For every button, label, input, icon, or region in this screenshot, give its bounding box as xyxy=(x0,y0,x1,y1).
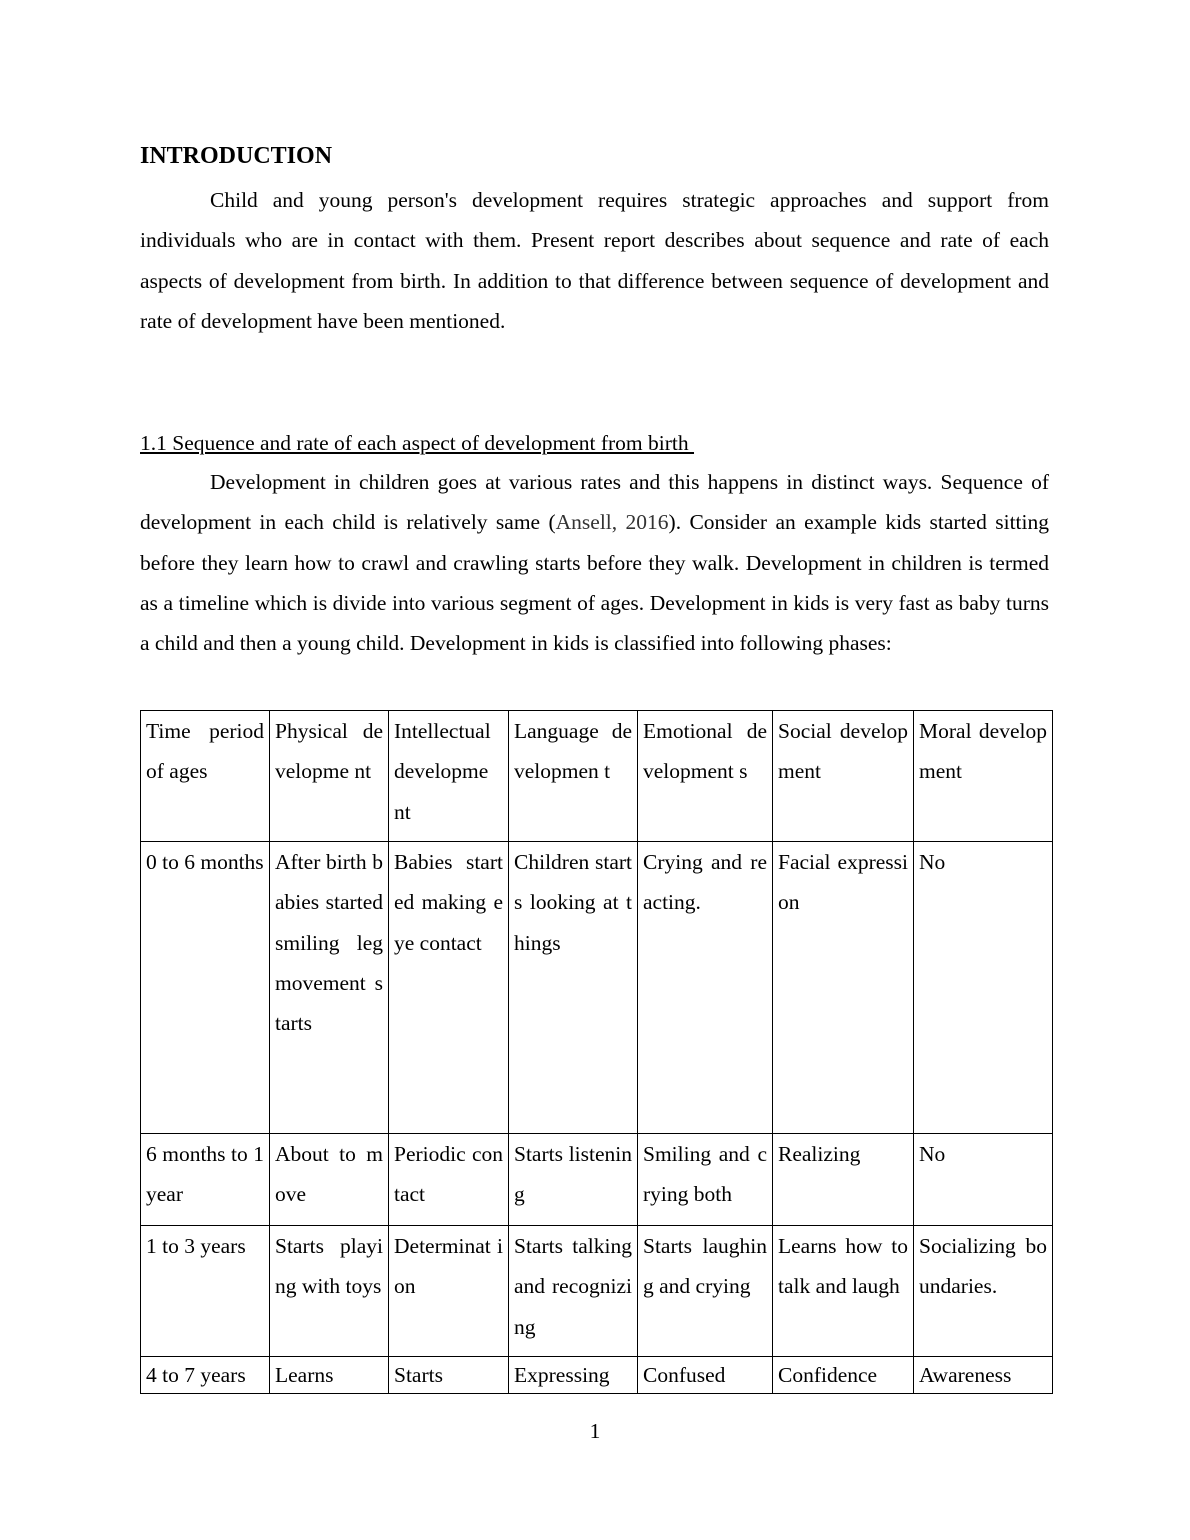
table-cell: Starts laughing and crying xyxy=(638,1226,773,1357)
table-cell: Facial expression xyxy=(773,842,914,1134)
table-cell: 0 to 6 months xyxy=(141,842,270,1134)
table-cell: Determinat ion xyxy=(389,1226,509,1357)
table-cell: 4 to 7 years xyxy=(141,1357,270,1394)
paragraph-text-end: ). Consider an example kids started sitting before they learn how to crawl and crawling starts before they walk. Development in children is termed as a timeline which is divide into various segment of ages. Development in kids is very fast as baby turns a child and then a young child. Development in kids is classified into following phases: xyxy=(140,510,1049,656)
table-row xyxy=(141,1226,1053,1357)
table-cell: Expressing xyxy=(509,1357,638,1394)
table-row xyxy=(141,1357,1053,1394)
table-header-cell: Time period of ages xyxy=(141,711,270,842)
table-cell: Periodic contact xyxy=(389,1134,509,1226)
table-cell: Socializing boundaries. xyxy=(914,1226,1053,1357)
development-table xyxy=(140,710,1053,1394)
table-cell: Babies started making eye contact xyxy=(389,842,509,1134)
table-cell: Awareness xyxy=(914,1357,1053,1394)
table-header-cell: Social development xyxy=(773,711,914,842)
intro-paragraph: Child and young person's development requires strategic approaches and support from individuals who are in contact with them. Present report describes about sequence and rate of each aspects of development from birth. In addition to that difference between sequence of development and rate of development have been mentioned. xyxy=(140,188,1049,333)
table-cell: Learns how to talk and laugh xyxy=(773,1226,914,1357)
section-paragraph xyxy=(140,462,1049,663)
table-cell: About to move xyxy=(270,1134,389,1226)
table-row xyxy=(141,1134,1053,1226)
table-cell: Confused xyxy=(638,1357,773,1394)
page-number: 1 xyxy=(589,1419,601,1443)
table-header-cell: Intellectual developme nt xyxy=(389,711,509,842)
page-title: INTRODUCTION xyxy=(140,143,333,169)
table-cell: No xyxy=(914,1134,1053,1226)
table-cell: Learns xyxy=(270,1357,389,1394)
section-heading: 1.1 Sequence and rate of each aspect of development from birth xyxy=(140,431,695,455)
paragraph-text-start: Development in children goes at various rates and this happens in distinct ways. Sequence of development in each child is relatively same ( xyxy=(140,470,1049,535)
table-header-cell: Emotional development s xyxy=(638,711,773,842)
table-cell: 6 months to 1 year xyxy=(141,1134,270,1226)
table-cell: Realizing xyxy=(773,1134,914,1226)
table-header-cell: Language developmen t xyxy=(509,711,638,842)
table-cell: Confidence xyxy=(773,1357,914,1394)
table-cell: After birth babies started smiling leg movement starts xyxy=(270,842,389,1134)
table-cell: Smiling and crying both xyxy=(638,1134,773,1226)
table-cell: 1 to 3 years xyxy=(141,1226,270,1357)
table-cell: Starts xyxy=(389,1357,509,1394)
citation: Ansell, 2016 xyxy=(555,510,669,535)
table-header-cell: Physical developme nt xyxy=(270,711,389,842)
table-cell: Starts listening xyxy=(509,1134,638,1226)
table-cell: Starts talking and recognizing xyxy=(509,1226,638,1357)
table-header-cell: Moral development xyxy=(914,711,1053,842)
table-cell: Crying and reacting. xyxy=(638,842,773,1134)
table-cell: Children starts looking at things xyxy=(509,842,638,1134)
table-header-row xyxy=(141,711,1053,842)
table-row xyxy=(141,842,1053,1134)
table-cell: Starts playing with toys xyxy=(270,1226,389,1357)
table-cell: No xyxy=(914,842,1053,1134)
